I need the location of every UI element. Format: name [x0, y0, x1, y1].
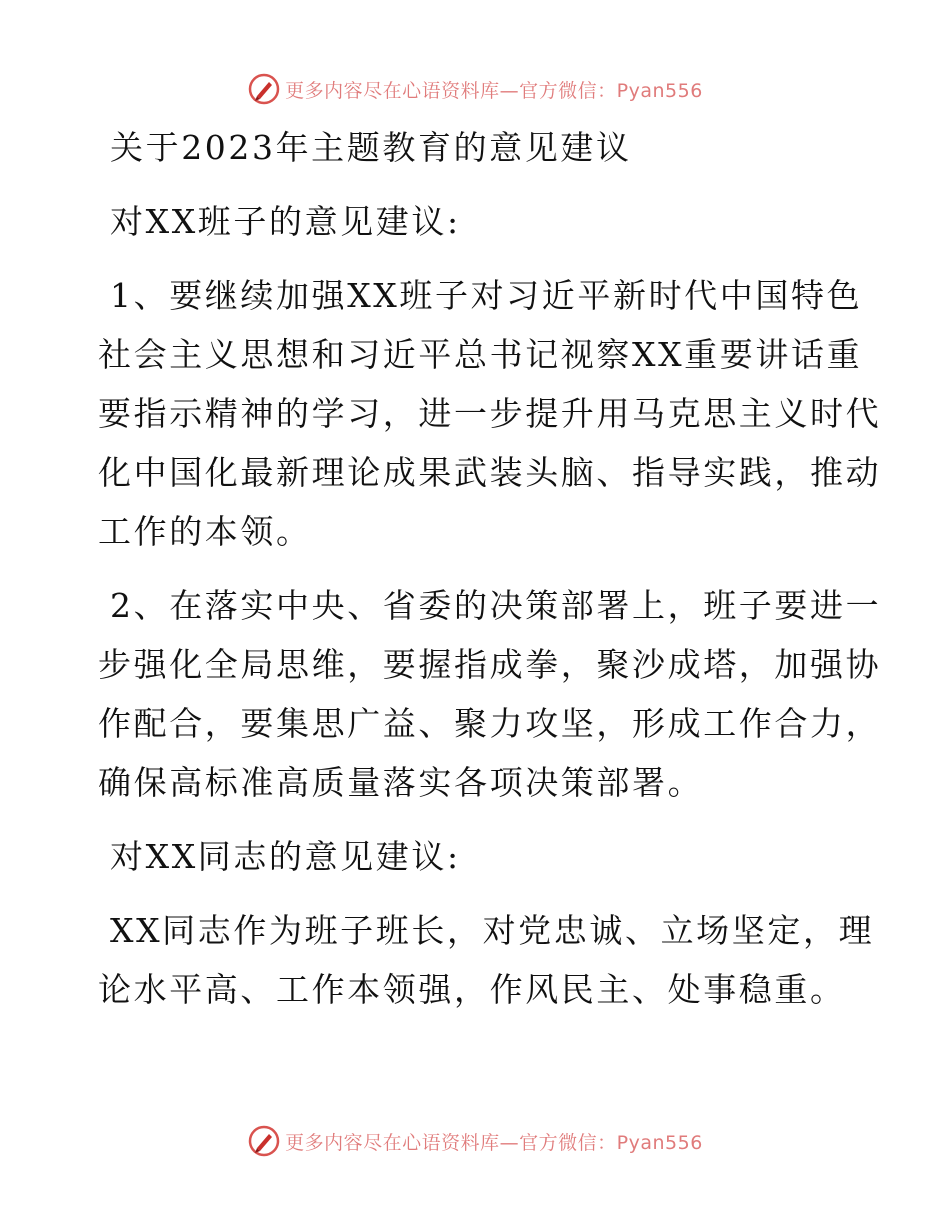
paragraph-line: 确保高标准高质量落实各项决策部署。: [98, 763, 704, 802]
document-title: 关于2023年主题教育的意见建议: [110, 128, 632, 167]
pen-logo-icon: [247, 72, 281, 106]
watermark-header: [0, 72, 950, 106]
watermark-text: 更多内容尽在心语资料库—官方微信：Pyan556: [285, 79, 703, 102]
pen-logo-icon: [247, 1124, 281, 1158]
paragraph-line: 2、在落实中央、省委的决策部署上，班子要进一: [110, 586, 882, 625]
document-body: [98, 118, 882, 1019]
paragraph-line: 工作的本领。: [98, 512, 312, 551]
paragraph-line: 化中国化最新理论成果武装头脑、指导实践，推动: [98, 453, 882, 492]
paragraph-line: 社会主义思想和习近平总书记视察XX重要讲话重: [98, 335, 863, 374]
watermark-footer: [0, 1124, 950, 1158]
paragraph-line: 作配合，要集思广益、聚力攻坚，形成工作合力，: [98, 704, 882, 743]
paragraph-line: 1、要继续加强XX班子对习近平新时代中国特色: [110, 276, 863, 315]
section-heading-comrade: 对XX同志的意见建议:: [110, 837, 461, 876]
paragraph-line: 步强化全局思维，要握指成拳，聚沙成塔，加强协: [98, 645, 882, 684]
watermark-text: 更多内容尽在心语资料库—官方微信：Pyan556: [285, 1131, 703, 1154]
paragraph-line: 论水平高、工作本领强，作风民主、处事稳重。: [98, 970, 846, 1009]
section-heading-team: 对XX班子的意见建议:: [110, 202, 461, 241]
paragraph-line: 要指示精神的学习，进一步提升用马克思主义时代: [98, 394, 882, 433]
paragraph-line: XX同志作为班子班长，对党忠诚、立场坚定，理: [110, 911, 875, 950]
